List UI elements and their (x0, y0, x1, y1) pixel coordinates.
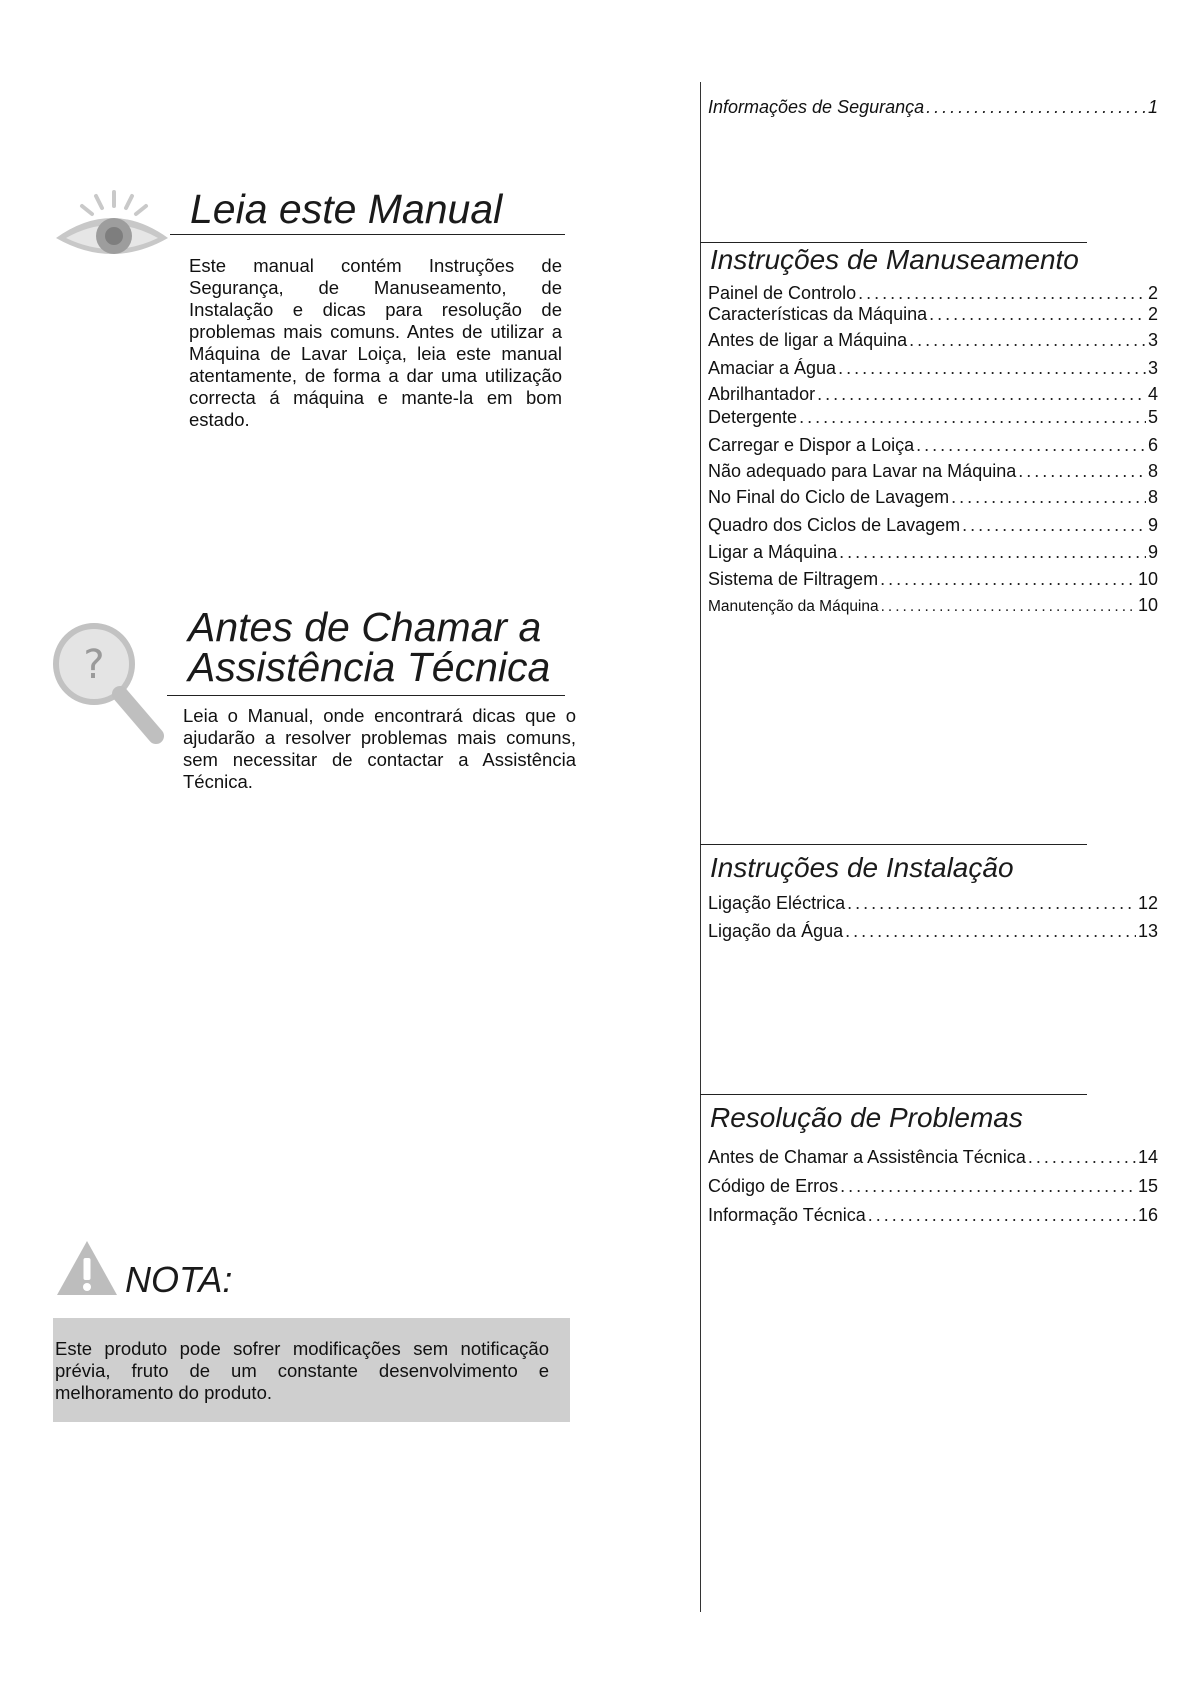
toc-leader (909, 329, 1146, 351)
toc-entry-page: 5 (1147, 407, 1158, 427)
magnifier-question-icon (48, 618, 166, 746)
toc-troubleshooting-rule (700, 1094, 1087, 1095)
before-service-text: Leia o Manual, onde encontrará dicas que o ajudarão a resolver problemas mais comuns, sem necessitar de contactar a Assistência Técnica. (183, 705, 576, 792)
read-manual-text: Este manual contém Instruções de Segurança, de Manuseamento, de Instalação e dicas para resolução de problemas mais comuns. Antes de utilizar a Máquina de Lavar Loiça, leia este manual atentamente, de forma a dar uma utilização correcta á máquina e mante-la em bom estado. (189, 255, 562, 430)
toc-leader (1018, 460, 1146, 482)
toc-troubleshooting-heading: Resolução de Problemas (710, 1102, 1023, 1133)
toc-entry[interactable] (708, 460, 1158, 486)
toc-troubleshooting-list (708, 1146, 1158, 1233)
note-text: Este produto pode sofrer modificações sem notificação prévia, fruto de um constante desenvolvimento e melhoramento do produto. (55, 1338, 549, 1403)
toc-entry-page: 8 (1147, 461, 1158, 481)
toc-entry-page: 1 (1147, 97, 1158, 117)
toc-leader (916, 434, 1146, 456)
toc-installation-heading: Instruções de Instalação (710, 852, 1014, 883)
toc-entry-page: 15 (1137, 1176, 1158, 1196)
toc-entry-page: 3 (1147, 358, 1158, 378)
toc-entry[interactable] (708, 96, 1158, 118)
toc-handling-rule (700, 242, 1087, 243)
toc-entry-page: 16 (1137, 1205, 1158, 1225)
toc-entry-label: Não adequado para Lavar na Máquina (708, 461, 1017, 481)
toc-entry-page: 10 (1137, 569, 1158, 589)
toc-entry-label: Ligação da Água (708, 921, 844, 941)
toc-entry-label: Manutenção da Máquina (708, 598, 879, 615)
toc-leader (840, 1175, 1136, 1197)
toc-entry-label: Detergente (708, 407, 798, 427)
toc-leader (868, 1204, 1136, 1226)
toc-entry-label: Quadro dos Ciclos de Lavagem (708, 515, 961, 535)
toc-entry[interactable] (708, 357, 1158, 383)
note-title: NOTA: (125, 1259, 233, 1300)
toc-safety (708, 96, 1158, 118)
svg-text:?: ? (83, 642, 105, 688)
toc-entry[interactable] (708, 514, 1158, 541)
toc-entry-label: Informação Técnica (708, 1205, 866, 1225)
toc-entry[interactable] (708, 329, 1158, 357)
toc-entry[interactable] (708, 892, 1158, 920)
toc-entry-label: No Final do Ciclo de Lavagem (708, 487, 950, 507)
read-manual-title: Leia este Manual (190, 186, 503, 232)
before-service-title-line1: Antes de Chamar a (188, 604, 542, 650)
toc-leader (799, 406, 1146, 428)
toc-entry[interactable] (708, 594, 1158, 616)
toc-handling-list (708, 282, 1158, 616)
toc-entry-label: Amaciar a Água (708, 358, 837, 378)
toc-leader (839, 541, 1146, 563)
toc-entry[interactable] (708, 1146, 1158, 1175)
toc-leader (880, 568, 1136, 590)
toc-leader (847, 892, 1136, 914)
toc-entry-label: Painel de Controlo (708, 283, 857, 303)
toc-entry[interactable] (708, 920, 1158, 948)
toc-entry-page: 4 (1147, 384, 1158, 404)
toc-entry-page: 12 (1137, 893, 1158, 913)
toc-entry[interactable] (708, 541, 1158, 568)
toc-entry-page: 6 (1147, 435, 1158, 455)
note-box (53, 1318, 570, 1422)
toc-entry-label: Informações de Segurança (708, 97, 925, 117)
toc-entry-page: 9 (1147, 515, 1158, 535)
toc-entry[interactable] (708, 1175, 1158, 1204)
toc-entry-page: 14 (1137, 1147, 1158, 1167)
toc-leader (962, 514, 1146, 536)
toc-leader (817, 383, 1146, 405)
toc-leader (838, 357, 1146, 379)
toc-leader (881, 596, 1136, 618)
toc-entry-page: 2 (1147, 304, 1158, 324)
toc-entry-label: Ligar a Máquina (708, 542, 838, 562)
toc-entry[interactable] (708, 486, 1158, 514)
toc-entry-page: 2 (1147, 283, 1158, 303)
toc-entry[interactable] (708, 568, 1158, 594)
before-service-rule (167, 695, 565, 696)
toc-leader (929, 303, 1146, 325)
toc-installation-list (708, 892, 1158, 948)
toc-leader (951, 486, 1146, 508)
toc-handling-heading: Instruções de Manuseamento (710, 244, 1079, 275)
toc-entry-label: Antes de ligar a Máquina (708, 330, 908, 350)
toc-entry-label: Ligação Eléctrica (708, 893, 846, 913)
toc-entry-label: Características da Máquina (708, 304, 928, 324)
toc-entry[interactable] (708, 406, 1158, 434)
toc-entry-page: 9 (1147, 542, 1158, 562)
toc-leader (1028, 1146, 1136, 1168)
toc-leader (845, 920, 1136, 942)
eye-icon (52, 188, 172, 268)
toc-entry-label: Antes de Chamar a Assistência Técnica (708, 1147, 1026, 1167)
toc-entry-page: 3 (1147, 330, 1158, 350)
toc-entry[interactable] (708, 1204, 1158, 1233)
toc-entry-page: 10 (1137, 595, 1158, 615)
toc-entry-page: 8 (1147, 487, 1158, 507)
read-manual-rule (170, 234, 565, 235)
toc-entry-page: 13 (1137, 921, 1158, 941)
table-of-contents (708, 0, 1158, 1682)
toc-entry[interactable] (708, 303, 1158, 329)
before-service-title-line2: Assistência Técnica (188, 644, 551, 690)
toc-entry-label: Sistema de Filtragem (708, 569, 879, 589)
toc-entry[interactable] (708, 282, 1158, 303)
toc-entry-label: Código de Erros (708, 1176, 839, 1196)
toc-entry-label: Carregar e Dispor a Loiça (708, 435, 915, 455)
toc-entry-label: Abrilhantador (708, 384, 816, 404)
warning-icon (54, 1238, 120, 1298)
toc-entry[interactable] (708, 434, 1158, 460)
toc-leader (858, 282, 1146, 304)
toc-entry[interactable] (708, 383, 1158, 406)
toc-installation-rule (700, 844, 1087, 845)
column-divider (700, 82, 701, 1612)
toc-leader (926, 96, 1146, 118)
